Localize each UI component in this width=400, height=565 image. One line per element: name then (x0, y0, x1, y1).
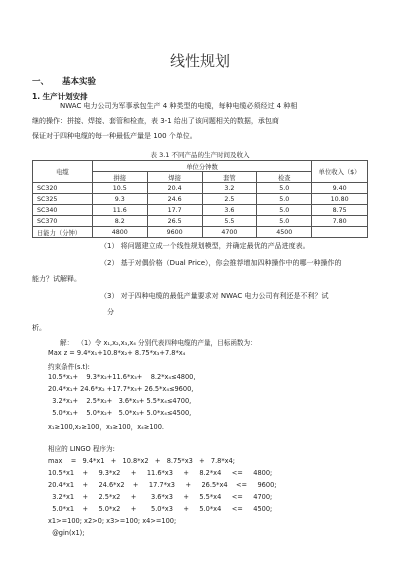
header-op: 套管 (202, 172, 257, 183)
constraint-line: x₁≥100,x₂≥100，x₃≥100，x₄≥100. (48, 423, 165, 431)
income-cell: 8.75 (312, 205, 368, 216)
lingo-code-line: max = 9.4*x1 + 10.8*x2 + 8.75*x3 + 7.8*x4; (48, 457, 235, 465)
constraint-line: 10.5*x₁+ 9.3*x₂+11.6*x₃+ 8.2*x₄≤4800, (48, 373, 196, 381)
table-row (33, 194, 368, 205)
lingo-code-line: 3.2*x1 + 2.5*x2 + 3.6*x3 + 5.5*x4 <= 4700; (48, 493, 273, 501)
cell: 11.6 (92, 205, 147, 216)
cell: 4700 (202, 227, 257, 238)
header-op: 焊接 (147, 172, 202, 183)
intro-line-2: 继的操作：拼接、焊接、套管和检查，表 3-1 给出了该问题相关的数据，承包商 (32, 117, 279, 125)
constraints-label: 约束条件(s.t): (48, 363, 90, 371)
income-cell: 9.40 (312, 183, 368, 194)
header-op: 拼接 (92, 172, 147, 183)
lingo-code-line: 20.4*x1 + 24.6*x2 + 17.7*x3 + 26.5*x4 <= 9600; (48, 481, 277, 489)
cell: 17.7 (147, 205, 202, 216)
capacity-label: 日能力（分钟） (33, 227, 93, 238)
solution-intro: 解： （1）令 x₁,x₂,x₃,x₄ 分别代表四种电缆的产量，目标函数为： (60, 339, 257, 347)
table-row (33, 205, 368, 216)
lingo-code-line: @gin(x1); (48, 529, 85, 537)
header-unit-minutes: 单位分钟数 (92, 161, 311, 172)
table-row (33, 216, 368, 227)
question-1: （1） 将问题建立成一个线性规划模型，并确定最优的产品进度表。 (100, 242, 310, 250)
cell: 10.5 (92, 183, 147, 194)
cell: 20.4 (147, 183, 202, 194)
cell: 5.0 (257, 205, 312, 216)
cable-data-table (32, 160, 368, 238)
header-op: 检查 (257, 172, 312, 183)
cell: 2.5 (202, 194, 257, 205)
intro-line-3: 保证对于四种电缆的每一种最低产量是 100 个单位。 (32, 132, 197, 140)
page-title: 线性规划 (169, 52, 230, 70)
cell: 4500 (257, 227, 312, 238)
cell: 9.3 (92, 194, 147, 205)
question-3: （3） 对于四种电缆的最低产量要求对 NWAC 电力公司有利还是不利？试 (100, 292, 329, 300)
header-unit-income: 单位收入（$） (312, 161, 368, 183)
lingo-code-line: x1>=100; x2>0; x3>=100; x4>=100; (48, 517, 177, 525)
cable-name: SC340 (33, 205, 93, 216)
objective-function: Max z = 9.4*x₁+10.8*x₂+ 8.75*x₃+7.8*x₄ (48, 349, 186, 357)
cell: 26.5 (147, 216, 202, 227)
capacity-row (33, 227, 368, 238)
question-2-cont: 能力？试解释。 (32, 275, 81, 283)
header-cable: 电缆 (33, 161, 93, 183)
cell: 8.2 (92, 216, 147, 227)
cell: 24.6 (147, 194, 202, 205)
cable-name: SC370 (33, 216, 93, 227)
cell: 4800 (92, 227, 147, 238)
cable-name: SC325 (33, 194, 93, 205)
cell: 9600 (147, 227, 202, 238)
table-header-row (33, 161, 368, 172)
intro-line-1: NWAC 电力公司为军事承包生产 4 种类型的电缆，每种电缆必须经过 4 种相 (60, 102, 298, 110)
table-caption: 表 3.1 不同产品的生产时间及收入 (150, 151, 250, 159)
section-number: 一、 (32, 77, 50, 87)
lingo-label: 相应的 LINGO 程序为: (48, 445, 115, 453)
cable-name: SC320 (33, 183, 93, 194)
constraint-line: 5.0*x₁+ 5.0*x₂+ 5.0*x₃+ 5.0*x₄≤4500, (48, 409, 192, 417)
cell: 5.0 (257, 194, 312, 205)
cell: 5.0 (257, 216, 312, 227)
question-2: （2） 基于对偶价格（Dual Price），你会推荐增加四种操作中的哪一种操作的 (100, 259, 342, 267)
cell: 3.2 (202, 183, 257, 194)
income-cell: 7.80 (312, 216, 368, 227)
lingo-code-line: 5.0*x1 + 5.0*x2 + 5.0*x3 + 5.0*x4 <= 4500; (48, 505, 273, 513)
constraint-line: 3.2*x₁+ 2.5*x₂+ 3.6*x₃+ 5.5*x₄≤4700, (48, 397, 192, 405)
subsection-heading: 1. 生产计划安排 (32, 92, 88, 101)
table-row (33, 183, 368, 194)
income-cell: 10.80 (312, 194, 368, 205)
section-heading (32, 75, 96, 87)
cell: 5.5 (202, 216, 257, 227)
question-3-cont: 分 (107, 308, 114, 316)
lingo-code-line: 10.5*x1 + 9.3*x2 + 11.6*x3 + 8.2*x4 <= 4800; (48, 469, 273, 477)
cell (312, 227, 368, 238)
cell: 3.6 (202, 205, 257, 216)
section-title: 基本实验 (62, 77, 97, 87)
cell: 5.0 (257, 183, 312, 194)
question-3-end: 析。 (32, 324, 46, 332)
constraint-line: 20.4*x₁+ 24.6*x₂ +17.7*x₃+ 26.5*x₄≤9600, (48, 385, 194, 393)
